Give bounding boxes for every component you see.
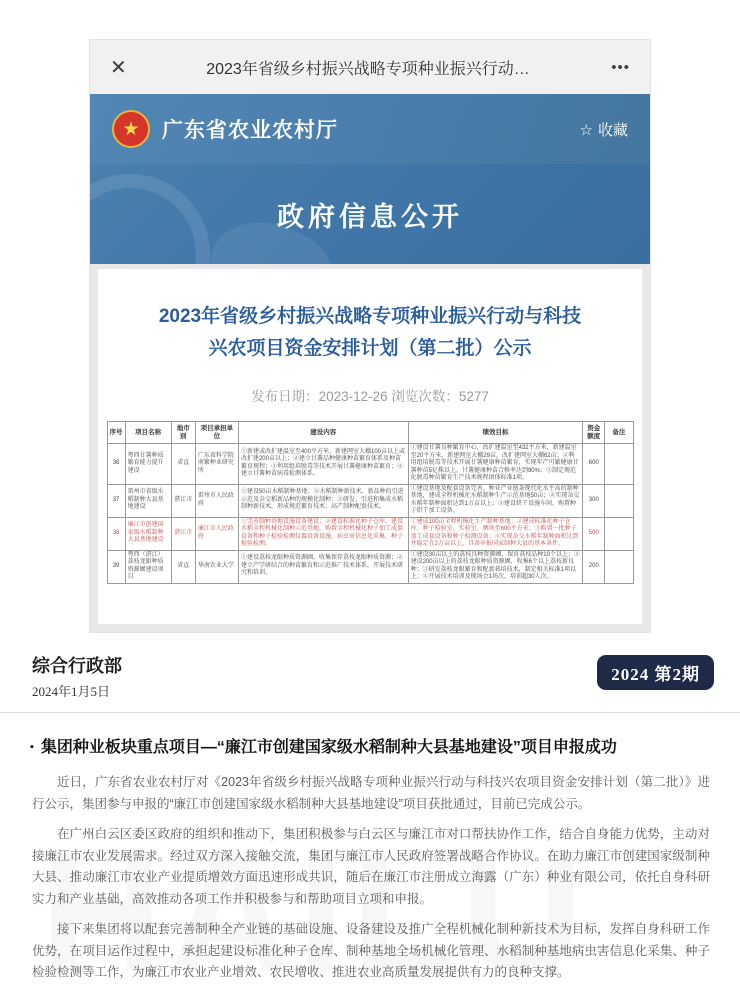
news-body <box>32 772 710 993</box>
more-menu-icon[interactable]: ••• <box>611 58 630 76</box>
cell-unit: 雷州市人民政府 <box>195 484 238 517</box>
gov-article-panel <box>98 269 642 624</box>
cell-content: ①建设50亩水稻制种基地；②水稻制种新技术、新品种的引进示范及杂交稻新品种的规模化制种；③研发、引进和集成水稻制种新技术，形成规范繁育技术、高产制种配套技术。 <box>238 484 408 517</box>
col-header-content: 建设内容 <box>238 422 408 444</box>
favorite-label: 收藏 <box>597 121 628 139</box>
gov-content-backdrop <box>90 264 650 632</box>
cell-note <box>605 550 633 583</box>
cell-amount: 300 <box>583 484 605 517</box>
cell-target: ①建成100亩全程机械化生产制种基地；②建成标准化种子仓库、种子检验室、实验室、晒场至600平方米；③购置一批种子加工成套设备和种子检测设备；④实现杂交水稻年制种面积达到并稳定在2万亩以上，具备申报国家制种大县的基本条件。 <box>408 517 583 550</box>
news-headline <box>30 735 722 760</box>
paragraph: 在广州白云区委区政府的组织和推动下，集团积极参与白云区与廉江市对口帮扶协作工作，结合自身能力优势，主动对接廉江市农业发展需求。经过双方深入接触交流，集团与廉江市人民政府签署战略合作协议。在助力廉江市创建国家级制种大县、推动廉江市农业产业提质增效方面迅速形成共识，随后在廉江市注册成立海露（广东）种业有限公司，依托自身科研实力和产业基础，高效推动各项工作并积极参与和帮助项目立项和申报。 <box>32 827 710 906</box>
cell-content: ①完善制种基地设施设备建设；②建设标准化种子仓库，建设水稻全程机械化制种示范基地，购置全程机械化种子加工成套设备和种子检验检测仪器设备设施，病虫害信息化采集、种子检验检测。 <box>238 517 408 550</box>
col-header-unit: 项目承担单位 <box>195 422 238 444</box>
cell-content: ①新建或改扩建温室至400平方米，新建网室大棚100亩以上或改扩建200亩以上；②建立甘薯品种健康种苗繁育体系及种苗繁育规程；③利用组培脱毒等技术开展甘薯健康种苗繁育；④建立甘薯种苗病毒检测体系。 <box>238 444 408 485</box>
cell-project: 雷州市省级水稻制种大县基地建设 <box>125 484 171 517</box>
publish-meta: 发布日期：2023-12-26 浏览次数：5277 <box>251 389 489 404</box>
cell-index: 37 <box>107 484 125 517</box>
col-header-note: 备注 <box>605 422 633 444</box>
star-icon: ☆ <box>579 121 593 139</box>
cell-index: 39 <box>107 550 125 583</box>
cell-amount: 200 <box>583 550 605 583</box>
banner-decoration <box>90 174 210 264</box>
cell-project: 粤西（湛江）荔枝龙眼种质资源圃建设项目 <box>125 550 171 583</box>
cell-note <box>605 484 633 517</box>
cell-unit: 廉江市人民政府 <box>195 517 238 550</box>
table-row <box>107 444 633 485</box>
cell-target: ①建设甘薯良种繁育中心，改扩建温室至432平方米，新建温室至20平方米，新建网室大棚29亩，改扩建网室大棚62亩；②利用组培脱毒等技术开展甘薯健康种苗繁育，实现年产可繁健康甘薯种苗5亿株以上，甘薯健康种苗合格率达到90%；③制定规范化脱毒种苗繁育生产技术规程团体标准1项。 <box>408 444 583 485</box>
gov-info-banner <box>90 164 650 264</box>
col-header-amount: 资金额度 <box>583 422 605 444</box>
table-row <box>107 484 633 517</box>
close-icon[interactable]: ✕ <box>110 56 127 79</box>
cell-project: 廉江市创建国家级水稻制种大县基地建设 <box>125 517 171 550</box>
gov-site-name: 广东省农业农村厅 <box>162 119 338 142</box>
national-emblem-icon: ★ <box>112 110 150 148</box>
banner-title: 政府信息公开 <box>277 201 463 232</box>
favorite-button[interactable] <box>580 119 628 140</box>
cell-content: ①建设荔枝龙眼种质资源圃，收集保存荔枝龙眼种质资源；②建立产学研结合的种苗繁育和示范推广技术体系，开展技术研究和培训。 <box>238 550 408 583</box>
cell-city: 湛江市 <box>171 484 195 517</box>
table-row-highlighted <box>107 517 633 550</box>
cell-unit: 华南农业大学 <box>195 550 238 583</box>
square-bullet-icon: ▪ <box>30 741 34 753</box>
table-header-row <box>107 422 633 444</box>
cell-city: 湛江市 <box>171 517 195 550</box>
cell-index: 36 <box>107 444 125 485</box>
cell-note <box>605 517 633 550</box>
cell-amount: 500 <box>583 517 605 550</box>
issue-badge: 2024 第2期 <box>597 655 714 690</box>
cell-project: 粤西甘薯种质繁育能力提升建设 <box>125 444 171 485</box>
department-name: 综合行政部 <box>32 656 122 676</box>
webview-page-title: 2023年省级乡村振兴战略专项种业振兴行动… <box>206 60 530 78</box>
news-headline-text: 集团种业板块重点项目—“廉江市创建国家级水稻制种大县基地建设”项目申报成功 <box>40 739 617 756</box>
col-header-project: 项目名称 <box>125 422 171 444</box>
cell-city: 省直 <box>171 550 195 583</box>
cell-city: 省直 <box>171 444 195 485</box>
col-header-city: 地市别 <box>171 422 195 444</box>
embedded-gov-webpage-screenshot <box>90 40 650 632</box>
announcement-title-line1: 2023年省级乡村振兴战略专项种业振兴行动与科技 <box>158 306 582 327</box>
cell-note <box>605 444 633 485</box>
announcement-title <box>106 301 634 365</box>
table-row <box>107 550 633 583</box>
funding-plan-table <box>107 421 634 584</box>
cell-index: 38 <box>107 517 125 550</box>
cell-target: ①建设基地及配套设备完善、种业产业链条现代化水平高的制种基地，建成全程机械化水稻制种生产示范基地50亩；②实现杂交水稻年制种面积达到1万亩以上；③建设烘干设施车间，购置种子烘干加工设备。 <box>408 484 583 517</box>
cell-amount: 600 <box>583 444 605 485</box>
cell-unit: 广东省科学院南繁种业研究所 <box>195 444 238 485</box>
col-header-target: 绩效目标 <box>408 422 583 444</box>
announcement-title-line2: 兴农项目资金安排计划（第二批）公示 <box>208 338 532 359</box>
section-divider <box>0 712 740 713</box>
webview-topbar <box>90 40 650 94</box>
gov-site-header <box>90 94 650 164</box>
paragraph: 接下来集团将以配套完善制种全产业链的基础设施、设备建设及推广全程机械化制种新技术为目标，发挥自身科研工作优势，在项目运作过程中，承担起建设标准化种子仓库、制种基地全场机械化管理、水稻制种基地病虫害信息化采集、种子检验检测等工作，为廉江市农业产业增效、农民增收、推进农业高质量发展提供有力的良种支撑。 <box>32 922 710 979</box>
cell-target: ①建设30亩以上的荔枝良种资源圃，保育荔枝品种10个以上；②建设200亩以上的荔枝龙眼种质资源圃，收集6个以上荔枝新良种；③研发荔枝龙眼繁育和配套栽培技术，制定相关标准1项以上；④开展技术培训及现场会1场次，培训超30人次。 <box>408 550 583 583</box>
col-header-index: 序号 <box>107 422 125 444</box>
issue-date: 2024年1月5日 <box>32 684 111 699</box>
paragraph: 近日，广东省农业农村厅对《2023年省级乡村振兴战略专项种业振兴行动与科技兴农项目资金安排计划（第二批）》进行公示，集团参与申报的“廉江市创建国家级水稻制种大县基地建设”项目获批通过，目前已完成公示。 <box>32 775 710 811</box>
